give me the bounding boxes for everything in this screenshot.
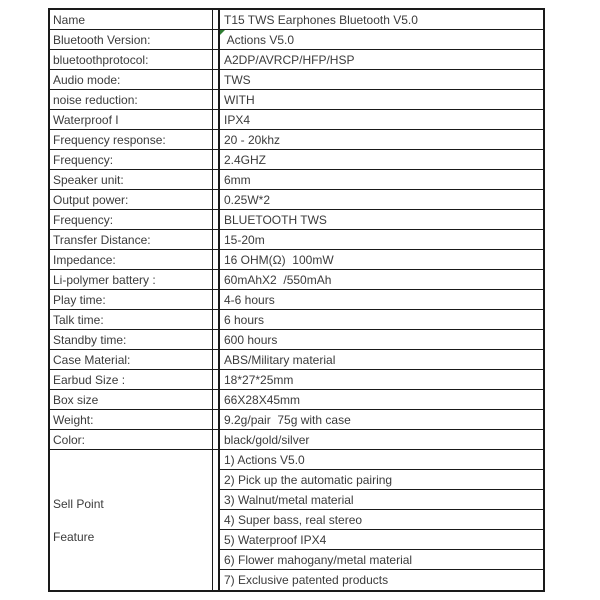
- spec-row-bluetooth-protocol: [50, 50, 543, 70]
- spec-label: Earbud Size :: [50, 370, 213, 389]
- spec-label: Audio mode:: [50, 70, 213, 89]
- spec-value: black/gold/silver: [218, 430, 543, 449]
- spec-value: BLUETOOTH TWS: [218, 210, 543, 229]
- spec-value: IPX4: [218, 110, 543, 129]
- spec-row-box-size: [50, 390, 543, 410]
- product-spec-table: [48, 8, 545, 592]
- spec-value: 15-20m: [218, 230, 543, 249]
- feature-item: 5) Waterproof IPX4: [220, 530, 543, 550]
- spec-value: 0.25W*2: [218, 190, 543, 209]
- spec-row-frequency: [50, 150, 543, 170]
- spec-row-case-material: [50, 350, 543, 370]
- spec-label: Weight:: [50, 410, 213, 429]
- spec-value-text: Actions V5.0: [224, 32, 295, 47]
- spec-row-name: [50, 10, 543, 30]
- spec-row-noise-reduction: [50, 90, 543, 110]
- feature-item: 1) Actions V5.0: [220, 450, 543, 470]
- spec-row-talk-time: [50, 310, 543, 330]
- spec-label: Speaker unit:: [50, 170, 213, 189]
- spec-label: Box size: [50, 390, 213, 409]
- spec-value: 6mm: [218, 170, 543, 189]
- spec-row-frequency-bt: [50, 210, 543, 230]
- spec-label: Frequency:: [50, 210, 213, 229]
- spec-row-color: [50, 430, 543, 450]
- sell-point-label: Sell Point: [53, 496, 104, 511]
- spec-label: Talk time:: [50, 310, 213, 329]
- spec-value: 9.2g/pair 75g with case: [218, 410, 543, 429]
- spec-label: Name: [50, 10, 213, 29]
- spec-label: bluetoothprotocol:: [50, 50, 213, 69]
- spec-label: noise reduction:: [50, 90, 213, 109]
- spec-value: 66X28X45mm: [218, 390, 543, 409]
- feature-section: [50, 450, 543, 590]
- spec-label: Standby time:: [50, 330, 213, 349]
- spec-value: 600 hours: [218, 330, 543, 349]
- spec-label: Waterproof I: [50, 110, 213, 129]
- spec-label: Bluetooth Version:: [50, 30, 213, 49]
- feature-item: 6) Flower mahogany/metal material: [220, 550, 543, 570]
- spec-label: Output power:: [50, 190, 213, 209]
- spec-row-impedance: [50, 250, 543, 270]
- spec-row-battery: [50, 270, 543, 290]
- spec-label: Transfer Distance:: [50, 230, 213, 249]
- spec-value: 60mAhX2 /550mAh: [218, 270, 543, 289]
- spec-row-speaker-unit: [50, 170, 543, 190]
- spec-row-standby-time: [50, 330, 543, 350]
- spec-row-weight: [50, 410, 543, 430]
- spec-label: Play time:: [50, 290, 213, 309]
- spec-value: 4-6 hours: [218, 290, 543, 309]
- spec-value: TWS: [218, 70, 543, 89]
- spec-value: ABS/Military material: [218, 350, 543, 369]
- spec-label: Frequency:: [50, 150, 213, 169]
- feature-label-line: Feature: [53, 529, 95, 544]
- spec-row-audio-mode: [50, 70, 543, 90]
- feature-item: 4) Super bass, real stereo: [220, 510, 543, 530]
- spec-value: T15 TWS Earphones Bluetooth V5.0: [218, 10, 543, 29]
- spec-row-transfer-distance: [50, 230, 543, 250]
- spec-label: Frequency response:: [50, 130, 213, 149]
- spec-row-play-time: [50, 290, 543, 310]
- feature-section-label: [50, 450, 213, 590]
- spec-value: [218, 30, 543, 49]
- spec-label: Case Material:: [50, 350, 213, 369]
- spec-value: 18*27*25mm: [218, 370, 543, 389]
- spec-label: Li-polymer battery :: [50, 270, 213, 289]
- spec-row-earbud-size: [50, 370, 543, 390]
- spec-row-bluetooth-version: [50, 30, 543, 50]
- spec-value: 6 hours: [218, 310, 543, 329]
- feature-item: 3) Walnut/metal material: [220, 490, 543, 510]
- spec-row-output-power: [50, 190, 543, 210]
- spec-row-waterproof: [50, 110, 543, 130]
- spec-row-frequency-response: [50, 130, 543, 150]
- spec-value: WITH: [218, 90, 543, 109]
- spec-value: 20 - 20khz: [218, 130, 543, 149]
- spec-value: 2.4GHZ: [218, 150, 543, 169]
- spec-label: Color:: [50, 430, 213, 449]
- feature-list: [218, 450, 543, 590]
- feature-item: 2) Pick up the automatic pairing: [220, 470, 543, 490]
- spec-label: Impedance:: [50, 250, 213, 269]
- green-triangle-icon: [220, 30, 225, 35]
- spec-value: 16 OHM(Ω) 100mW: [218, 250, 543, 269]
- feature-item: 7) Exclusive patented products: [224, 573, 389, 587]
- spec-value: A2DP/AVRCP/HFP/HSP: [218, 50, 543, 69]
